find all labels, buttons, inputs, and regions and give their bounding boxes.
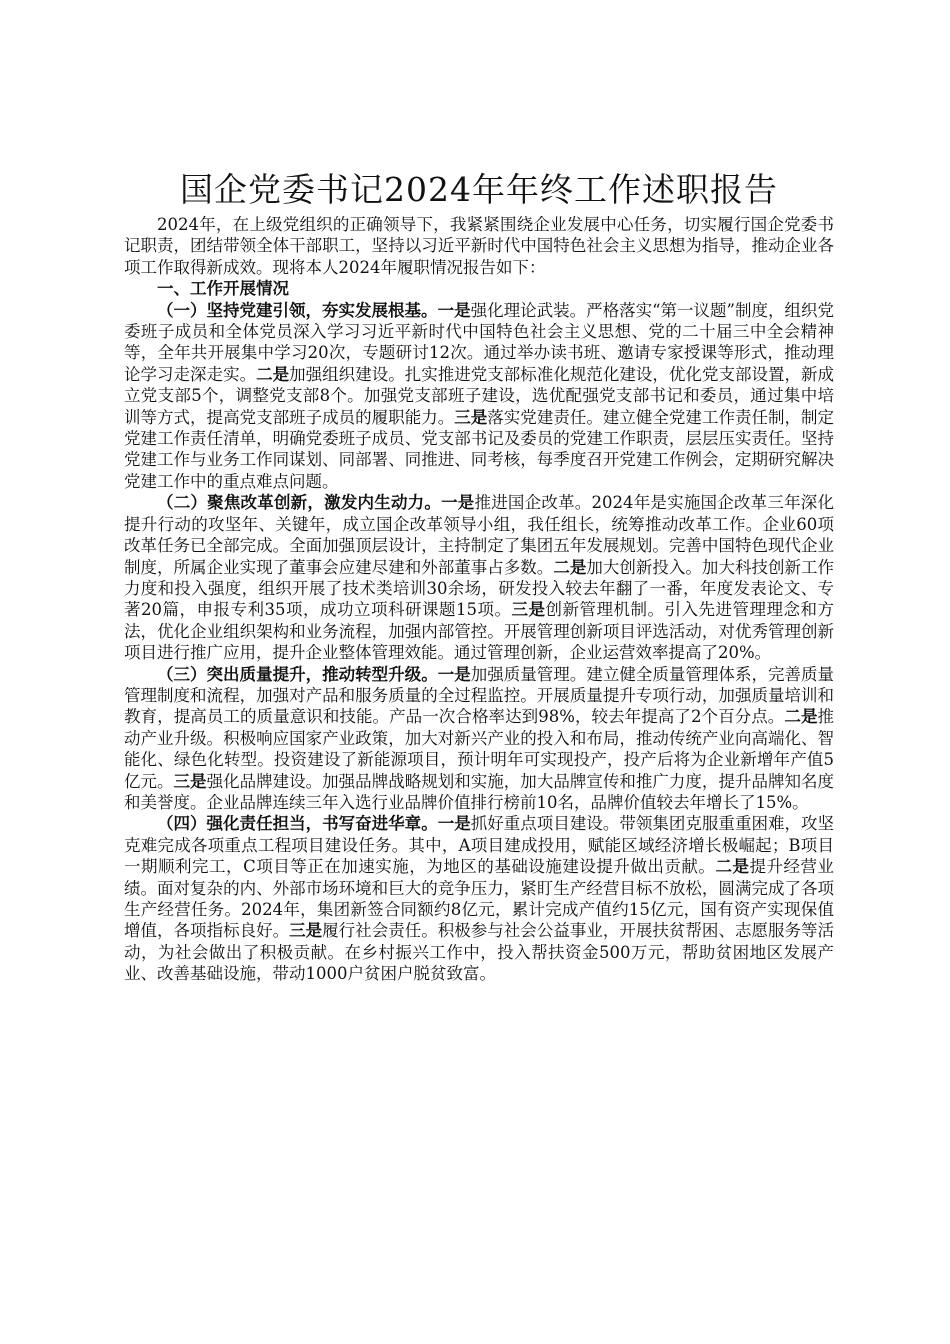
keyword-second: 二是	[715, 857, 750, 877]
text-first: 推进国企改革。2024年是实施国企改革三年深化提升行动的攻坚年、关键年，成立国企改革领导小组，我任组长，统筹推动改革工作。企业60项改革任务已全部完成。全面加强顶层设计，主持制定了集团五年发展规划。完善中国特色现代企业制度，所属企业实现了董事会应建尽建和外部董事占多数。	[124, 493, 835, 577]
keyword-second: 二是	[553, 557, 587, 577]
keyword-second: 二是	[256, 364, 290, 384]
text-first: 抓好重点项目建设。带领集团克服重重困难，攻坚克难完成各项重点工程项目建设任务。其中，A项目建成投用，赋能区域经济增长极崛起；B项目一期顺利完工，C项目等正在加速实施，为地区的基础设施建设提升做出贡献。	[124, 814, 835, 877]
keyword-first: 一是	[437, 664, 471, 684]
subsection-3-heading: （三）突出质量提升，推动转型升级。	[157, 664, 438, 684]
text-second: 提升经营业绩。面对复杂的内、外部市场环境和巨大的竞争压力，紧盯生产经营目标不放松，圆满完成了各项生产经营任务。2024年，集团新签合同额约8亿元，累计完成产值约15亿元，国有资产实现保值增值，各项指标良好。	[124, 857, 835, 941]
text-first: 加强质量管理。建立健全质量管理体系，完善质量管理制度和流程，加强对产品和服务质量的全过程监控。开展质量提升专项行动，加强质量培训和教育，提高员工的质量意识和技能。产品一次合格率达到98%，较去年提高了2个百分点。	[124, 664, 835, 727]
text-first: 强化理论武装。严格落实“第一议题”制度，组织党委班子成员和全体党员深入学习习近平新时代中国特色社会主义思想、党的二十届三中全会精神等，全年共开展集中学习20次，专题研讨12次。通过举办读书班、邀请专家授课等形式，推动理论学习走深走实。	[124, 300, 835, 384]
text-second: 加强组织建设。扎实推进党支部标准化规范化建设，优化党支部设置，新成立党支部5个，调整党支部8个。加强党支部班子建设，选优配强党支部书记和委员，通过集中培训等方式，提高党支部班子成员的履职能力。	[124, 364, 835, 427]
keyword-third: 三是	[173, 771, 207, 791]
keyword-first: 一是	[437, 814, 471, 834]
subsection-4-heading: （四）强化责任担当，书写奋进华章。	[157, 814, 438, 834]
keyword-third: 三是	[289, 921, 323, 941]
keyword-first: 一是	[437, 300, 471, 320]
subsection-3-paragraph	[124, 664, 834, 814]
intro-paragraph: 2024年，在上级党组织的正确领导下，我紧紧围绕企业发展中心任务，切实履行国企党委书记职责，团结带领全体干部职工，坚持以习近平新时代中国特色社会主义思想为指导，推动企业各项工作取得新成效。现将本人2024年履职情况报告如下：	[124, 215, 834, 277]
keyword-second: 二是	[784, 707, 818, 727]
text-third: 强化品牌建设。加强品牌战略规划和实施，加大品牌宣传和推广力度，提升品牌知名度和美誉度。企业品牌连续三年入选行业品牌价值排行榜前10名，品牌价值较去年增长了15%。	[124, 771, 835, 812]
text-third: 落实党建责任。建立健全党建工作责任制，制定党建工作责任清单，明确党委班子成员、党支部书记及委员的党建工作职责，层层压实责任。坚持党建工作与业务工作同谋划、同部署、同推进、同考核，每季度召开党建工作例会，定期研究解决党建工作中的重点难点问题。	[124, 407, 835, 491]
subsection-4-paragraph	[124, 813, 834, 984]
text-second: 推动产业升级。积极响应国家产业政策，加大对新兴产业的投入和布局，推动传统产业向高端化、智能化、绿色化转型。投资建设了新能源项目，预计明年可实现投产，投产后将为企业新增年产值5亿元。	[124, 707, 835, 791]
subsection-2-heading: （二）聚焦改革创新，激发内生动力。	[157, 493, 442, 513]
keyword-third: 三是	[511, 600, 546, 620]
text-third: 履行社会责任。积极参与社会公益事业，开展扶贫帮困、志愿服务等活动，为社会做出了积极贡献。在乡村振兴工作中，投入帮扶资金500万元，帮助贫困地区发展产业、改善基础设施，带动1000户贫困户脱贫致富。	[124, 921, 835, 984]
document-title: 国企党委书记2024年年终工作述职报告	[180, 170, 778, 209]
subsection-1-paragraph	[124, 300, 834, 493]
subsection-1-heading: （一）坚持党建引领，夯实发展根基。	[157, 300, 438, 320]
text-second: 加大创新投入。加大科技创新工作力度和投入强度，组织开展了技术类培训30余场，研发投入较去年翻了一番，年度发表论文、专著20篇，申报专利35项，成功立项科研课题15项。	[124, 557, 835, 620]
subsection-2-paragraph	[124, 492, 834, 663]
text-third: 创新管理机制。引入先进管理理念和方法，优化企业组织架构和业务流程，加强内部管控。开展管理创新项目评选活动，对优秀管理创新项目进行推广应用，提升企业整体管理效能。通过管理创新，企业运营效率提高了20%。	[124, 600, 834, 663]
section-heading-1: 一、工作开展情况	[157, 279, 289, 299]
keyword-first: 一是	[441, 493, 475, 513]
keyword-third: 三是	[454, 407, 488, 427]
